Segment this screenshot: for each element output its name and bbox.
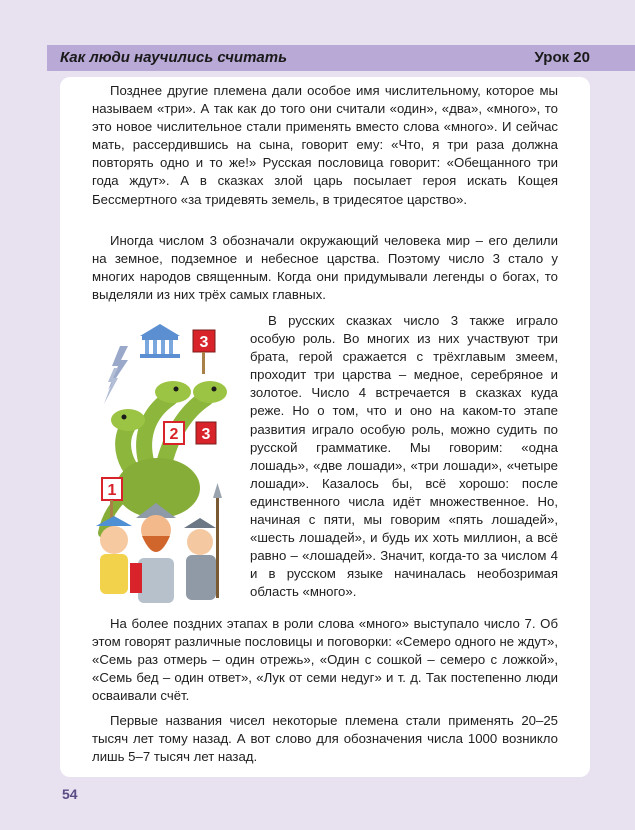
- paragraph-first-numbers: Первые названия чисел некоторые племена стали применять 20–25 тысяч лет тому назад. А вот слово для обозначения числа 1000 возникло лишь 5–7 тысяч лет назад.: [92, 713, 558, 765]
- sign-two: [164, 422, 184, 444]
- paragraph-three-kingdoms: Иногда числом 3 обозначали окружающий человека мир – его делили на земное, подземное и небесное царства. Поэтому число 3 стало у многих народов священным. Когда они придумывали легенды о богах, то выделяли из них трёх самых главных.: [92, 233, 558, 303]
- page-number: 54: [62, 786, 78, 802]
- paragraph-fairy-tales: В русских сказках число 3 также играло особую роль. Во многих из них участвуют три брата, герой сражается с трёхглавым змеем, проходит три царства – медное, серебряное и золотое. Число 4 встречается в сказках куда реже. Но о том, что и оно на каком-то этапе развития играло особую роль, можно судить по русской грамматике. Мы говорим: «одна лошадь», «две лошади», «три лошади», «четыре лошади». Казалось бы, всё хорошо: после единственного числа идёт множественное. Но, начиная с пяти, мы говорим «пять лошадей», «шесть лошадей», и будь их хоть миллион, а всё равно – «лошадей». Значит, когда-то за числом 4 и в русском языке начиналась необозримая область «много».: [250, 313, 558, 600]
- paragraph-number-three: Позднее другие племена дали особое имя числительному, которое мы называем «три». А так как до того они считали «один», «два», «много», то это новое числительное стали применять вместо слова «много». И сейчас мать, рассердившись на сына, говорит ему: «Что, я три раза должна повторять одно и то же!» Русская пословица говорит: «Обещанного три года ждут». А в сказках злой царь посылает героя искать Кощея Бессмертного «за тридевять земель, в тридесятое царство».: [92, 83, 558, 207]
- sign-label: 2: [169, 426, 179, 443]
- dragon-heroes-illustration: [88, 318, 236, 603]
- dragon-illustration-svg: [88, 318, 236, 603]
- lesson-number: Урок 20: [534, 49, 590, 66]
- sign-label: 3: [199, 334, 209, 351]
- paragraph-number-seven: На более поздних этапах в роли слова «много» выступало число 7. Об этом говорят различные пословицы и поговорки: «Семеро одного не ждут», «Семь раз отмерь – один отрежь», «Один с сошкой – семеро с ложкой», «Семь бед – один ответ», «Лук от семи недуг» и т. д. Так постепенно люди осваивали счёт.: [92, 616, 558, 704]
- sign-three-right: [196, 422, 216, 444]
- chapter-title: Как люди научились считать: [60, 49, 288, 66]
- sign-label: 1: [107, 482, 117, 499]
- sign-label: 3: [201, 426, 211, 443]
